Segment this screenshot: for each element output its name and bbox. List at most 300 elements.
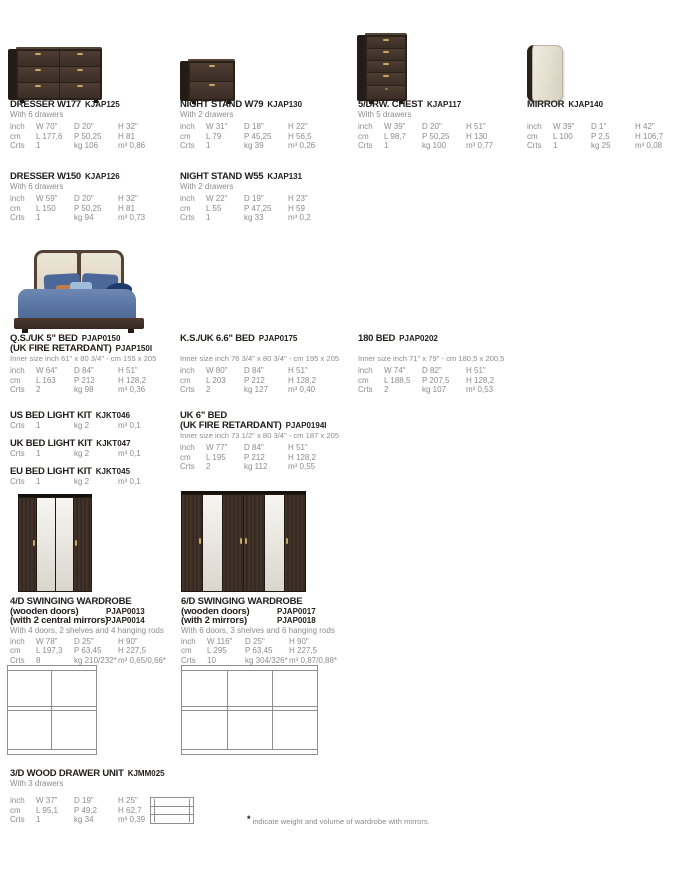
product-code: PJAP0175	[258, 334, 298, 343]
dimension-cell: H 62,7	[118, 805, 142, 815]
bed-image	[8, 248, 152, 334]
variant-code: PJAP0017	[277, 606, 316, 616]
dimension-cell: H 227,5	[118, 646, 147, 655]
dimension-row	[10, 141, 178, 151]
product-code: KJAP131	[267, 172, 303, 181]
dimension-row	[180, 204, 348, 214]
mirror-door	[265, 495, 285, 591]
dresser-drawers	[16, 47, 102, 100]
dimension-cell: inch	[527, 122, 542, 131]
dimension-cell: P 45,25	[244, 131, 272, 141]
night-stand-w79-image	[180, 59, 235, 104]
dimensions-table	[10, 122, 178, 151]
dimension-cell: P 50,25	[422, 131, 450, 141]
dimensions-table	[358, 122, 526, 151]
dimension-cell: cm	[10, 646, 21, 655]
dimension-cell: H 25"	[118, 796, 138, 805]
dimension-cell: D 20"	[74, 122, 94, 131]
product-name: 180 BED	[358, 333, 396, 344]
product-name: K.S./UK 6.6" BED	[180, 333, 255, 344]
product-title-line	[180, 172, 348, 182]
five-drawer-chest-image	[357, 33, 407, 104]
dimension-row	[10, 122, 178, 132]
dimension-cell: Crts	[10, 213, 25, 222]
product-name: UK BED LIGHT KIT	[10, 438, 93, 449]
dimension-cell: m³ 0,08	[635, 141, 663, 150]
dimension-cell: 1	[206, 141, 211, 150]
dimension-cell: inch	[10, 194, 25, 203]
dimension-row	[180, 385, 348, 395]
dimension-cell: L 55	[206, 203, 222, 213]
product-subtitle: With 5 drawers	[358, 110, 412, 119]
dimension-cell: L 150	[36, 203, 56, 213]
dimension-cell: W 37"	[36, 796, 58, 805]
dimension-cell: m³ 0,55	[288, 462, 316, 471]
product-code: PJAP0150	[81, 334, 121, 343]
drawer	[18, 83, 59, 98]
dimension-cell: m³ 0,36	[118, 385, 146, 394]
dimension-row	[358, 141, 526, 151]
dimension-cell: kg 100	[422, 141, 447, 150]
dimension-cell: kg 2	[74, 449, 90, 458]
dimension-row	[358, 385, 526, 395]
dimension-cell: Crts	[10, 449, 25, 458]
dimension-row	[10, 376, 178, 386]
dimension-row	[10, 204, 178, 214]
dimension-row	[527, 122, 690, 132]
dimension-row	[180, 376, 348, 386]
product-code: KJAP126	[84, 172, 120, 181]
dimension-cell: L 195	[206, 452, 226, 462]
dimension-cell: 1	[36, 141, 41, 150]
wardrobe-6d-schematic	[181, 665, 318, 755]
dimension-cell: inch	[180, 122, 195, 131]
product-title-line	[10, 439, 178, 449]
dimensions-table	[10, 449, 178, 459]
dimension-cell: cm	[180, 375, 191, 385]
dimension-cell: D 25"	[245, 636, 265, 646]
dimension-cell: H 227,5	[289, 646, 318, 655]
dimension-row	[10, 385, 178, 395]
dimension-cell: P 212	[74, 375, 95, 385]
dimension-cell: m³ 0,73	[118, 213, 146, 222]
dimension-cell: L 177,6	[36, 131, 63, 141]
wardrobe-4d-image	[18, 494, 92, 594]
dimension-cell: m³ 0,1	[118, 449, 141, 458]
product-name: 5/DRW. CHEST	[358, 99, 423, 110]
dimension-cell: L 197,3	[36, 646, 63, 655]
dimension-cell: L 95,1	[36, 805, 58, 815]
dimension-cell: D 1"	[591, 122, 607, 131]
variant-code: PJAP0018	[277, 616, 316, 625]
dimension-cell: kg 39	[244, 141, 264, 150]
dimension-cell: H 90"	[118, 636, 138, 646]
dimension-cell: L 98,7	[384, 131, 406, 141]
variant-code: PJAP0014	[106, 616, 145, 625]
product-title-line	[180, 100, 348, 110]
dimension-cell: H 130	[466, 131, 488, 141]
dimension-cell: Crts	[180, 141, 195, 150]
dimension-cell: Crts	[10, 141, 25, 150]
dimension-cell: cm	[10, 131, 21, 141]
mirror-door	[203, 495, 223, 591]
product-name: 3/D WOOD DRAWER UNIT	[10, 768, 124, 779]
dimension-cell: H 56,5	[288, 131, 312, 141]
product-ks-uk66-bed	[180, 334, 348, 395]
product-name: 6/D SWINGING WARDROBE	[181, 596, 303, 607]
dimension-cell: H 32"	[118, 194, 138, 203]
product-name: DRESSER W150	[10, 171, 81, 182]
dimension-cell: Crts	[358, 385, 373, 394]
dimension-cell: Crts	[358, 141, 373, 150]
product-title-line2	[10, 344, 178, 354]
dimension-cell: D 84"	[244, 366, 264, 375]
dimension-row	[180, 443, 348, 453]
variant-code: PJAP0013	[106, 606, 145, 616]
dimensions-table	[180, 443, 348, 472]
dimension-cell: L 163	[36, 375, 56, 385]
dimension-cell: W 59"	[36, 194, 58, 203]
dimension-cell: D 20"	[422, 122, 442, 131]
dimension-cell: m³ 0,77	[466, 141, 494, 150]
mirror-face	[527, 45, 563, 102]
dimensions-table	[10, 194, 178, 223]
dimension-cell: inch	[181, 636, 196, 646]
dimension-cell: W 39"	[553, 122, 575, 131]
dimension-cell: D 25"	[74, 636, 94, 646]
dimensions-table	[10, 421, 178, 431]
product-title-line	[358, 100, 526, 110]
dimension-row	[180, 122, 348, 132]
dimension-cell: H 51"	[466, 366, 486, 375]
product-title-line	[10, 467, 178, 477]
spacer	[527, 110, 690, 119]
dimension-cell: m³ 0,86	[118, 141, 146, 150]
product-name: US BED LIGHT KIT	[10, 410, 92, 421]
product-code: KJKT045	[95, 467, 131, 476]
dimension-row	[180, 462, 348, 472]
dimension-cell: P 212	[244, 375, 265, 385]
product-name: Q.S./UK 5" BED	[10, 333, 78, 344]
dimension-cell: P 47,25	[244, 203, 272, 213]
dimension-cell: L 203	[206, 375, 226, 385]
inner-size: Inner size inch 73 1/2" x 80 3/4" - cm 187 x 205	[180, 431, 340, 440]
footnote-text: indicate weight and volume of wardrobe with mirrors.	[252, 817, 430, 826]
product-code: KJAP130	[267, 100, 303, 109]
dimensions-table	[527, 122, 690, 151]
dimension-row	[527, 132, 690, 142]
variant-text: (wooden doors)	[10, 605, 79, 617]
dimension-cell: inch	[180, 443, 195, 452]
dimension-cell: 1	[36, 213, 41, 222]
product-title-line	[10, 769, 178, 779]
dimensions-table	[10, 477, 178, 487]
dimensions-table	[10, 366, 178, 395]
dimension-cell: H 32"	[118, 122, 138, 131]
product-code: KJKT047	[96, 439, 131, 448]
dimension-cell: P 49,2	[74, 805, 97, 815]
dimension-cell: H 22"	[288, 122, 308, 131]
product-name: MIRROR	[527, 99, 565, 110]
dimension-cell: cm	[180, 203, 191, 213]
variant-line	[181, 616, 349, 626]
spacer	[358, 344, 526, 354]
dimensions-table	[181, 637, 349, 666]
dimension-row	[10, 477, 178, 487]
dimension-cell: L 100	[553, 131, 573, 141]
product-4d-swinging-wardrobe	[10, 597, 178, 665]
dimension-cell: H 128,2	[288, 375, 317, 385]
spacer	[180, 344, 348, 354]
product-code: PJAP0202	[399, 334, 438, 343]
product-qs-uk5-bed	[10, 334, 178, 395]
dimension-cell: H 42"	[635, 122, 655, 131]
dimension-cell: D 18"	[244, 122, 264, 131]
dimension-cell: D 19"	[74, 796, 94, 805]
product-code-2: PJAP150I	[115, 344, 153, 353]
dimension-cell: m³ 0,26	[288, 141, 316, 150]
dimension-cell: W 78"	[36, 636, 58, 646]
dimension-cell: cm	[180, 131, 191, 141]
dimension-row	[180, 213, 348, 223]
dimension-cell: Crts	[10, 421, 25, 430]
product-uk-bed-light-kit	[10, 439, 178, 459]
dimension-cell: Crts	[527, 141, 542, 150]
dimension-cell: P 212	[244, 452, 265, 462]
product-title-line	[358, 334, 526, 344]
product-title-line2	[180, 421, 348, 431]
dimension-cell: 1	[36, 477, 41, 486]
wood-door	[244, 495, 264, 591]
dimension-cell: 2	[206, 462, 211, 471]
drawer	[190, 63, 233, 81]
inner-size: Inner size inch 71" x 79" - cm 180,5 x 200,5	[358, 354, 505, 363]
drawer	[190, 82, 233, 100]
dimension-cell: H 51"	[118, 366, 138, 375]
dimension-cell: 1	[36, 449, 41, 458]
dimensions-table	[180, 122, 348, 151]
dimension-cell: inch	[358, 122, 373, 131]
dimension-cell: W 70"	[36, 122, 58, 131]
product-name: NIGHT STAND W55	[180, 171, 264, 182]
dimension-cell: D 84"	[74, 366, 94, 375]
dimension-cell: cm	[180, 452, 191, 462]
dimension-cell: cm	[527, 131, 538, 141]
dimension-cell: inch	[10, 796, 25, 805]
dimension-cell: W 64"	[36, 366, 58, 375]
product-title-line	[10, 411, 178, 421]
product-6d-swinging-wardrobe	[181, 597, 349, 665]
dimension-cell: P 63,45	[74, 646, 102, 655]
dimension-cell: m³ 0,2	[288, 213, 311, 222]
inner-size: Inner size inch 76 3/4" x 80 3/4" - cm 195 x 205	[180, 354, 340, 363]
dimension-cell: D 84"	[244, 443, 264, 452]
drawer	[18, 67, 59, 82]
variant-text: (with 2 central mirrors)	[10, 615, 109, 626]
drawer	[18, 51, 59, 66]
dimension-cell: kg 34	[74, 815, 94, 824]
footnote	[247, 811, 430, 829]
product-subtitle: With 2 drawers	[180, 182, 234, 191]
product-night-stand-w55	[180, 172, 348, 223]
dimension-cell: H 128,2	[288, 452, 317, 462]
drawer	[367, 86, 405, 99]
dimension-cell: cm	[358, 131, 369, 141]
dimension-cell: 8	[36, 655, 41, 665]
drawer	[60, 67, 101, 82]
dimension-cell: 1	[384, 141, 389, 150]
dimension-cell: H 106,7	[635, 131, 664, 141]
product-variant: (UK FIRE RETARDANT)	[10, 343, 112, 354]
dimension-cell: D 20"	[74, 194, 94, 203]
dimension-cell: kg 25	[591, 141, 611, 150]
product-uk6-bed	[180, 411, 348, 472]
chest-drawers	[365, 33, 407, 101]
drawer	[60, 51, 101, 66]
dimension-cell: m³ 0,39	[118, 815, 146, 824]
dimension-cell: 10	[207, 655, 216, 665]
dimension-row	[10, 132, 178, 142]
dimension-cell: L 79	[206, 131, 222, 141]
dimension-cell: 2	[206, 385, 211, 394]
dimension-cell: kg 33	[244, 213, 264, 222]
product-code: KJAP125	[84, 100, 120, 109]
dimension-cell: Crts	[10, 385, 25, 394]
product-subtitle: With 6 doors, 3 shelves and 6 hanging rods	[181, 625, 335, 635]
variant-line	[10, 616, 178, 626]
dimension-cell: cm	[358, 375, 369, 385]
dimension-cell: H 51"	[466, 122, 486, 131]
dimension-cell: m³ 0,40	[288, 385, 316, 394]
variant-text: (wooden doors)	[181, 605, 250, 617]
product-title-line	[10, 172, 178, 182]
product-code: KJAP117	[427, 100, 462, 109]
product-eu-bed-light-kit	[10, 467, 178, 487]
wardrobe-4d-schematic	[7, 665, 97, 755]
product-name: EU BED LIGHT KIT	[10, 466, 92, 477]
dimension-cell: 1	[36, 815, 41, 824]
product-code: KJAP140	[568, 100, 604, 109]
product-dresser-w177	[10, 100, 178, 151]
dimension-cell: H 81	[118, 131, 135, 141]
product-us-bed-light-kit	[10, 411, 178, 431]
dimension-cell: kg 98	[74, 385, 94, 394]
dimension-row	[10, 637, 178, 647]
wood-door	[182, 495, 202, 591]
dimension-row	[10, 366, 178, 376]
drawer	[367, 61, 405, 72]
dimension-cell: W 31"	[206, 122, 228, 131]
dimension-row	[10, 646, 178, 656]
bed-platform	[14, 318, 144, 329]
dimension-cell: 1	[36, 421, 41, 430]
dimension-row	[358, 122, 526, 132]
dimension-cell: H 59	[288, 203, 305, 213]
dimension-cell: cm	[10, 375, 21, 385]
dimension-cell: H 128,2	[118, 375, 147, 385]
dimension-cell: 2	[36, 385, 41, 394]
dresser-w177-image	[8, 47, 102, 103]
wood-door	[74, 498, 91, 591]
product-name: NIGHT STAND W79	[180, 99, 264, 110]
dimensions-table	[10, 637, 178, 666]
dimension-row	[10, 656, 178, 666]
dimension-cell: Crts	[180, 213, 195, 222]
dimension-cell: H 51"	[288, 366, 308, 375]
dimension-row	[10, 213, 178, 223]
product-subtitle: With 3 drawers	[10, 779, 64, 788]
dimension-cell: H 51"	[288, 443, 308, 452]
product-title-line	[527, 100, 690, 110]
dimension-cell: cm	[10, 805, 21, 815]
product-subtitle: With 2 drawers	[180, 110, 234, 119]
product-subtitle: With 6 drawers	[10, 182, 64, 191]
dimension-cell: inch	[10, 122, 25, 131]
dimension-cell: H 128,2	[466, 375, 495, 385]
dimension-row	[180, 453, 348, 463]
dimension-cell: kg 2	[74, 477, 90, 486]
drawer-unit-schematic	[150, 797, 194, 824]
dimension-row	[180, 132, 348, 142]
dimension-row	[10, 421, 178, 431]
product-name: UK 6" BED	[180, 410, 228, 421]
product-title-line	[10, 100, 178, 110]
dimension-cell: inch	[10, 636, 25, 646]
dimension-cell: Crts	[180, 385, 195, 394]
wardrobe-doors	[18, 497, 92, 592]
dimension-row	[10, 449, 178, 459]
product-subtitle: With 6 drawers	[10, 110, 64, 119]
wood-door	[19, 498, 36, 591]
wood-door	[223, 495, 243, 591]
wardrobe-6d-image	[181, 491, 306, 594]
dimension-cell: P 2,5	[591, 131, 610, 141]
dimension-cell: cm	[181, 646, 192, 655]
dimension-cell: L 295	[207, 646, 227, 655]
dimension-row	[181, 656, 349, 666]
dimension-cell: cm	[10, 203, 21, 213]
product-code: KJKT046	[95, 411, 131, 420]
dimension-row	[181, 637, 349, 647]
dimension-cell: kg 106	[74, 141, 99, 150]
dimension-cell: Crts	[10, 655, 25, 665]
dimension-row	[180, 194, 348, 204]
dimension-cell: D 82"	[422, 366, 442, 375]
dimension-cell: W 116"	[207, 636, 233, 646]
product-name: 4/D SWINGING WARDROBE	[10, 596, 132, 607]
dimension-cell: kg 107	[422, 385, 447, 394]
dimension-cell: 1	[553, 141, 558, 150]
drawer	[367, 49, 405, 60]
product-code-2: PJAP0194I	[285, 421, 327, 430]
dimension-cell: Crts	[180, 462, 195, 471]
dimension-cell: W 80"	[206, 366, 228, 375]
product-code: KJMM025	[127, 769, 165, 778]
dimension-cell: H 90"	[289, 636, 309, 646]
dimension-cell: m³ 0,87/0,88*	[289, 655, 338, 665]
drawer	[60, 83, 101, 98]
inner-size: Inner size inch 61" x 80 3/4" - cm 155 x 205	[10, 354, 157, 363]
dimension-row	[180, 141, 348, 151]
dimension-row	[358, 376, 526, 386]
dimension-cell: P 50,25	[74, 131, 102, 141]
dimension-cell: P 63,45	[245, 646, 273, 655]
dimensions-table	[180, 366, 348, 395]
dimension-cell: kg 94	[74, 213, 94, 222]
dimension-cell: m³ 0,1	[118, 421, 141, 430]
product-mirror	[527, 100, 690, 151]
dimension-row	[358, 132, 526, 142]
